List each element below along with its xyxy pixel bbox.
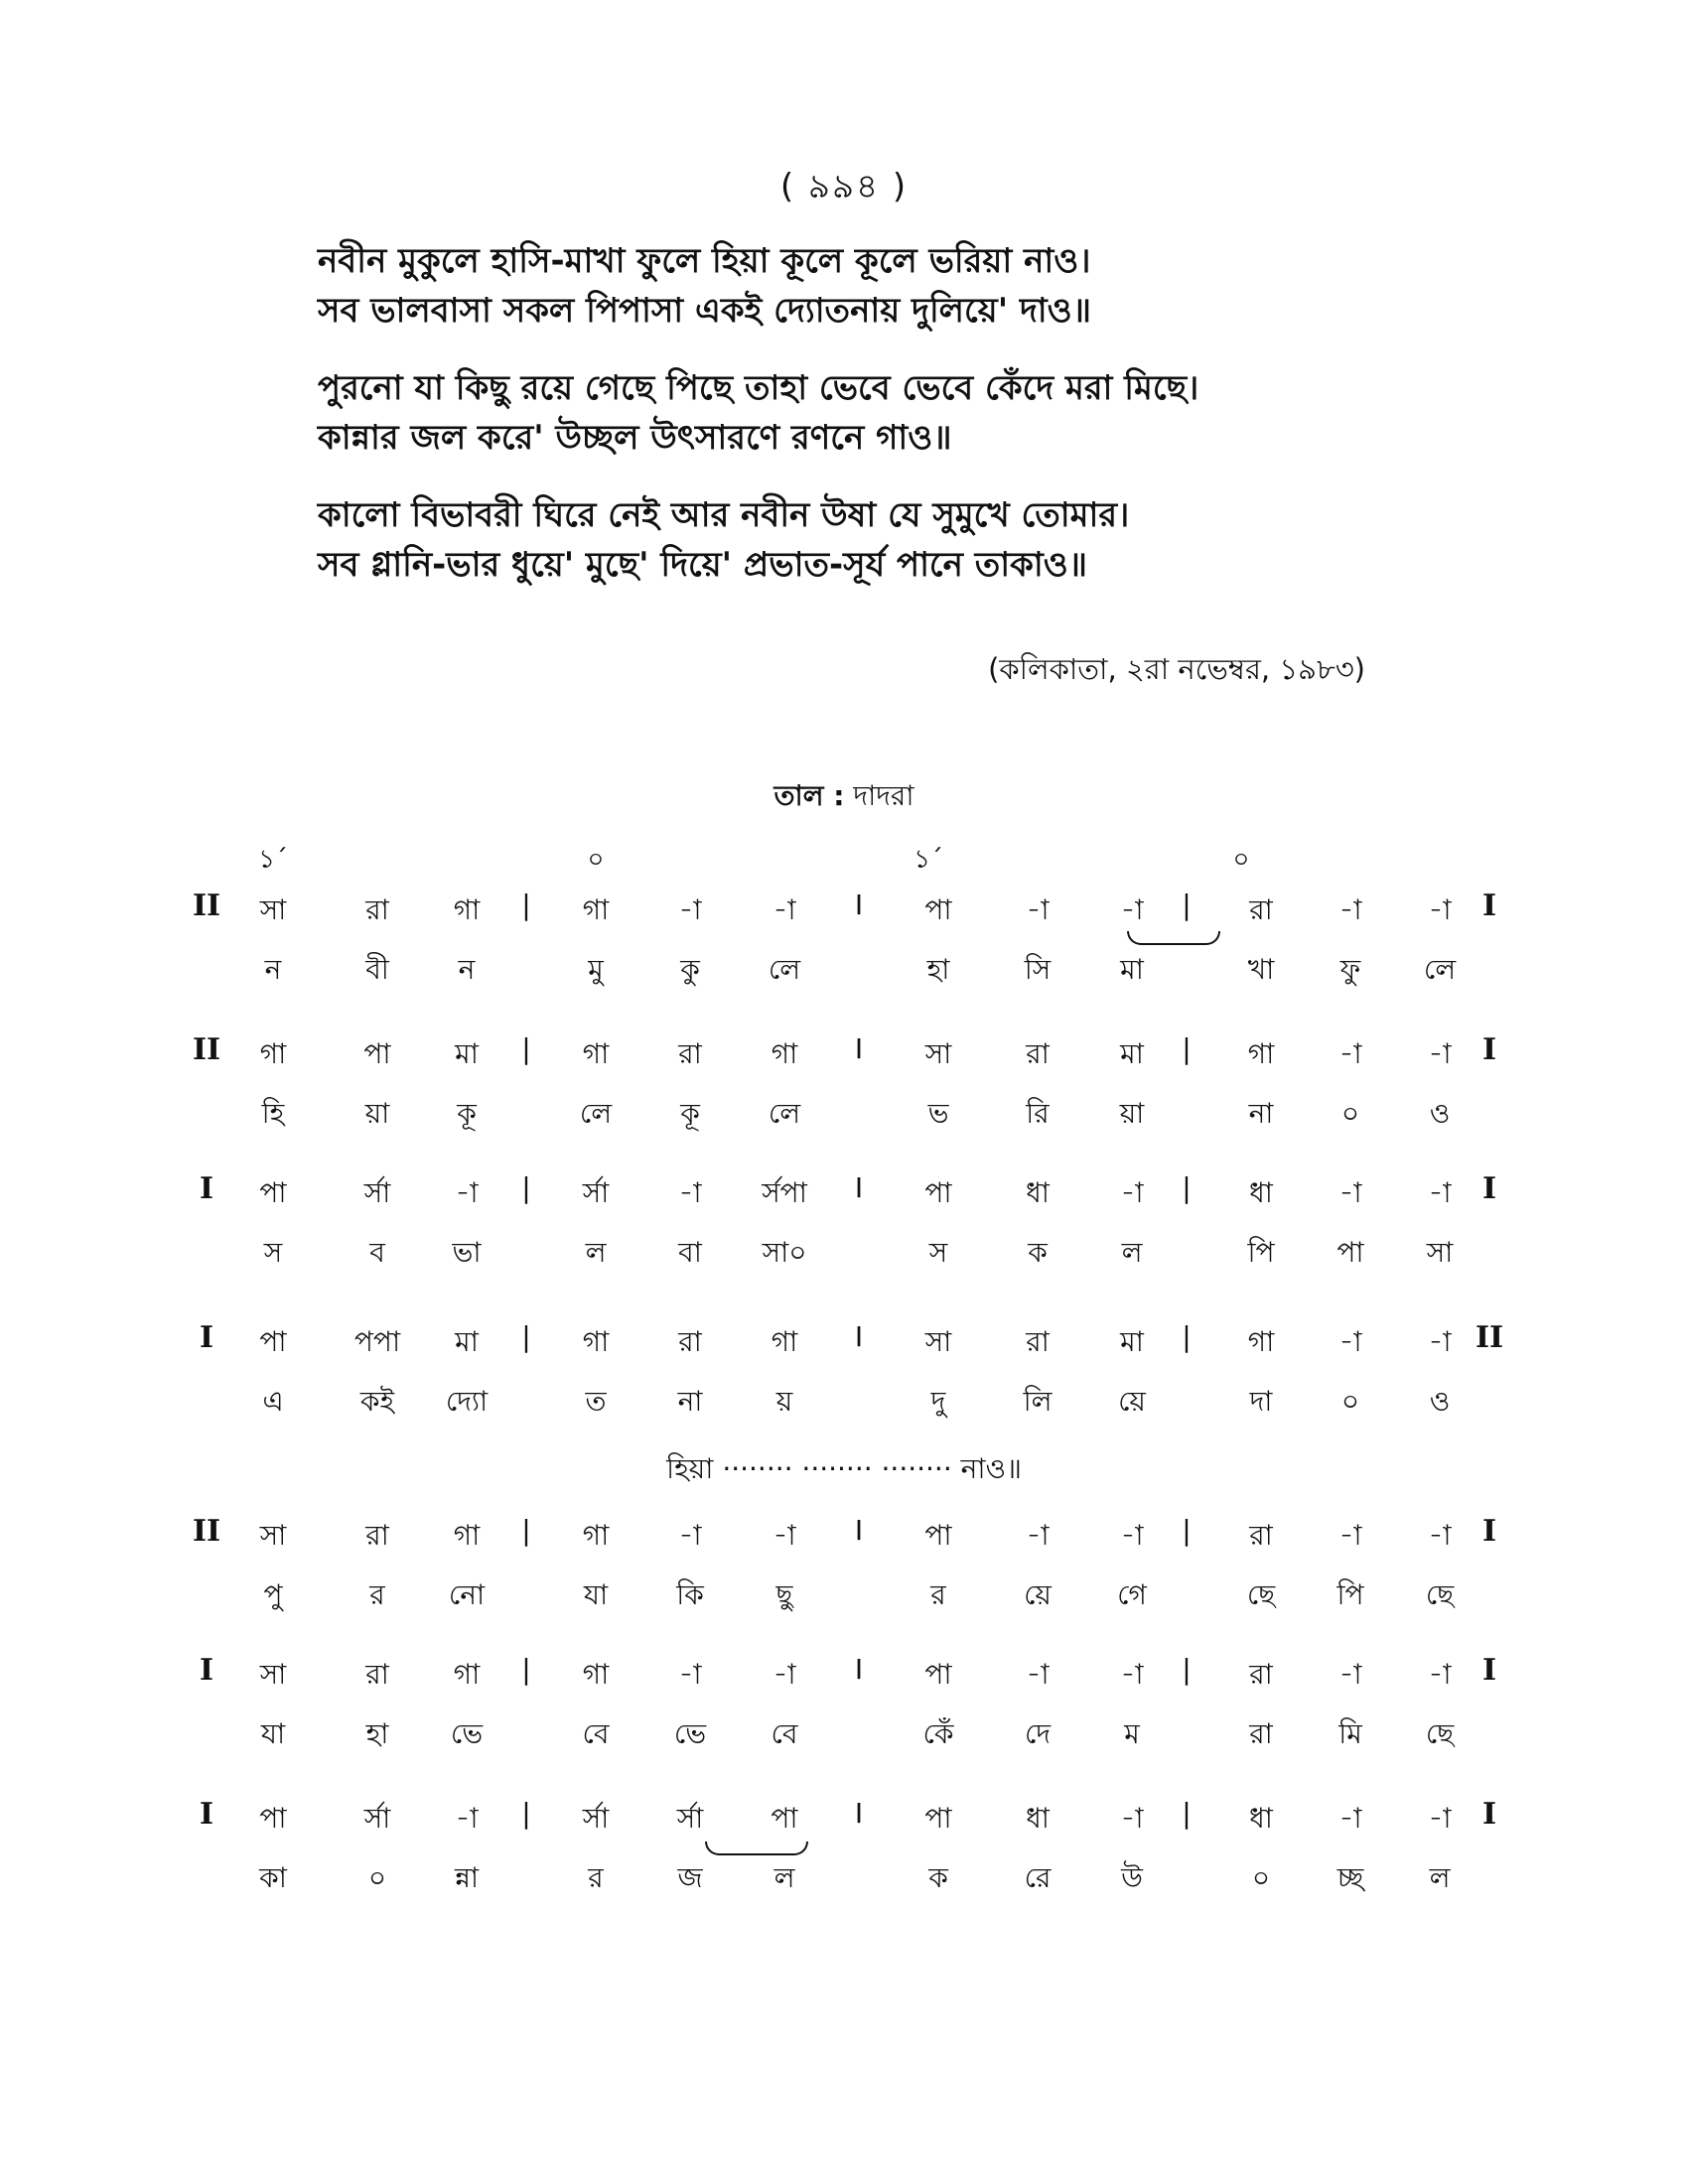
attribution: (কলিকাতা, ২রা নভেম্বর, ১৯৮৩) xyxy=(988,652,1365,686)
lyric-syllable-row xyxy=(0,1380,1688,1424)
swara-note: গা xyxy=(1247,1325,1275,1358)
lyric-syllable: ক xyxy=(928,1861,948,1894)
lyric-syllable: ও xyxy=(1429,1097,1451,1130)
swara-note: পা xyxy=(924,1176,952,1209)
lyric-syllable: পি xyxy=(1247,1236,1275,1269)
swara-note: পা xyxy=(924,893,952,926)
swara-note: গা xyxy=(582,1519,610,1552)
lyric-syllable: ম xyxy=(1124,1717,1140,1750)
lyric-syllable: ন xyxy=(264,953,282,986)
swara-note: রা xyxy=(365,1519,389,1552)
swara-note: -া xyxy=(1338,1325,1362,1358)
lyric-syllable: ব xyxy=(369,1236,385,1269)
swara-note: গা xyxy=(771,1037,798,1070)
swara-note: পা xyxy=(771,1802,798,1835)
swara-note: -া xyxy=(455,1176,479,1209)
lyric-syllable: ল xyxy=(1429,1861,1451,1894)
swara-note: গা xyxy=(259,1037,287,1070)
swara-note: সা xyxy=(259,893,287,926)
lyric-syllable: নো xyxy=(448,1578,486,1611)
swara-note: গা xyxy=(582,1325,610,1358)
swara-note: গা xyxy=(582,1658,610,1691)
lyric-syllable: পা xyxy=(1336,1236,1364,1269)
swara-note: -া xyxy=(678,893,702,926)
swara-note: রা xyxy=(1026,1325,1050,1358)
swara-note: পা xyxy=(924,1658,952,1691)
refrain-line: হিয়া ········ ········ ········ নাও॥ xyxy=(666,1452,1022,1485)
swara-note: ধা xyxy=(1249,1176,1273,1209)
lyric-syllable: রি xyxy=(1026,1097,1050,1130)
lyric-syllable: য়া xyxy=(1119,1097,1145,1130)
swara-row xyxy=(0,888,1688,932)
lyric-syllable: লে xyxy=(768,953,801,986)
bar-line-open: II xyxy=(192,1514,221,1549)
swara-note: রা xyxy=(1026,1037,1050,1070)
lyric-syllable: মু xyxy=(588,953,604,986)
lyric-syllable: ন xyxy=(458,953,476,986)
lyric-syllable: ল xyxy=(585,1236,607,1269)
swara-note: পা xyxy=(363,1037,391,1070)
beat-separator: I xyxy=(854,1797,864,1830)
lyric-syllable: ভে xyxy=(673,1717,707,1750)
bar-line-open: II xyxy=(192,888,221,923)
swara-note: মা xyxy=(1120,1037,1144,1070)
lyric-syllable: গে xyxy=(1117,1578,1147,1611)
lyric-syllable: ফু xyxy=(1339,953,1361,986)
swara-note: গা xyxy=(771,1325,798,1358)
swara-note: রা xyxy=(678,1325,702,1358)
lyric-syllable: ভ xyxy=(927,1097,949,1130)
swara-row xyxy=(0,1797,1688,1841)
lyric-syllable: হি xyxy=(261,1097,285,1130)
swara-row xyxy=(0,1032,1688,1076)
swara-note: পা xyxy=(259,1176,287,1209)
lyric-syllable: ০ xyxy=(1251,1861,1271,1894)
swara-note: সা xyxy=(259,1658,287,1691)
lyric-syllable: কু xyxy=(680,953,700,986)
swara-note: -া xyxy=(1428,1519,1452,1552)
swara-note: গা xyxy=(1247,1037,1275,1070)
lyric-syllable-row xyxy=(0,1856,1688,1900)
beat-marker: ১´ xyxy=(914,845,943,875)
beat-separator: I xyxy=(854,1320,864,1353)
lyric-syllable: না xyxy=(677,1385,703,1418)
beat-separator: I xyxy=(854,1032,864,1065)
swara-note: রা xyxy=(365,893,389,926)
swara-note: -া xyxy=(678,1658,702,1691)
beat-separator: I xyxy=(854,1514,864,1547)
lyric-syllable: স xyxy=(263,1236,283,1269)
lyric-syllable: না xyxy=(1248,1097,1274,1130)
lyric-syllable: সা xyxy=(1426,1236,1454,1269)
swara-row xyxy=(0,1514,1688,1558)
swara-note: গা xyxy=(453,1658,481,1691)
lyric-syllable: কা xyxy=(259,1861,287,1894)
bar-line-close: I xyxy=(1481,1797,1497,1832)
swara-note: র্সা xyxy=(363,1802,391,1835)
lyric-syllable: মি xyxy=(1338,1717,1362,1750)
swara-note: -া xyxy=(1428,1658,1452,1691)
bar-line-close: II xyxy=(1475,1320,1504,1355)
slur-arc xyxy=(1127,931,1220,945)
lyric-syllable: দা xyxy=(1249,1385,1273,1418)
lyric-syllable: বী xyxy=(365,953,389,986)
beat-separator: | xyxy=(1182,888,1192,921)
lyric-syllable: কি xyxy=(676,1578,704,1611)
swara-note: সা xyxy=(924,1037,952,1070)
lyric-syllable: ছে xyxy=(1425,1717,1455,1750)
lyric-syllable: দু xyxy=(930,1385,946,1418)
bar-line-open: I xyxy=(199,1171,214,1206)
swara-note: গা xyxy=(582,893,610,926)
swara-note: -া xyxy=(773,1519,796,1552)
lyric-syllable: এ xyxy=(262,1385,284,1418)
swara-note: র্সা xyxy=(582,1176,610,1209)
lyric-syllable: সা০ xyxy=(762,1236,807,1269)
lyric-syllable: বে xyxy=(771,1717,798,1750)
lyric-syllable: ০ xyxy=(1340,1385,1360,1418)
lyric-line: সব গ্লানি-ভার ধুয়ে' মুছে' দিয়ে' প্রভাত-সূর্য পানে তাকাও॥ xyxy=(318,545,1088,585)
bar-line-open: I xyxy=(199,1797,214,1832)
swara-note: -া xyxy=(1338,1658,1362,1691)
tala-name: দাদরা xyxy=(853,779,914,812)
lyric-syllable: মা xyxy=(1120,953,1144,986)
swara-note: পপা xyxy=(353,1325,401,1358)
lyric-syllable: ০ xyxy=(1340,1097,1360,1130)
beat-separator: | xyxy=(521,1320,531,1353)
beat-separator: | xyxy=(521,1797,531,1830)
lyric-syllable: বা xyxy=(678,1236,702,1269)
page-number: ( ৯৯৪ ) xyxy=(779,167,909,206)
lyric-syllable: চ্ছ xyxy=(1336,1861,1364,1894)
lyric-syllable: খা xyxy=(1247,953,1275,986)
lyric-syllable: ০ xyxy=(367,1861,387,1894)
swara-note: -া xyxy=(1026,1519,1050,1552)
swara-note: -া xyxy=(1120,1802,1144,1835)
swara-note: ধা xyxy=(1026,1176,1050,1209)
swara-note: সা xyxy=(259,1519,287,1552)
beat-separator: | xyxy=(1182,1171,1192,1204)
lyric-syllable: ন্না xyxy=(454,1861,480,1894)
slur-arc xyxy=(705,1842,808,1855)
swara-row xyxy=(0,1320,1688,1364)
beat-separator: I xyxy=(854,888,864,921)
lyric-syllable: দ্যো xyxy=(445,1385,489,1418)
swara-note: রা xyxy=(1249,1519,1273,1552)
beat-separator: | xyxy=(521,1171,531,1204)
lyric-syllable: উ xyxy=(1121,1861,1143,1894)
lyric-syllable: স xyxy=(928,1236,948,1269)
swara-note: -া xyxy=(1338,1802,1362,1835)
lyric-line: পুরনো যা কিছু রয়ে গেছে পিছে তাহা ভেবে ভেবে কেঁদে মরা মিছে। xyxy=(318,368,1199,408)
lyric-syllable-row xyxy=(0,1231,1688,1275)
swara-note: ধা xyxy=(1249,1802,1273,1835)
beat-separator: I xyxy=(854,1653,864,1686)
beat-separator: | xyxy=(1182,1514,1192,1547)
tala-title: তাল : xyxy=(774,779,845,812)
lyric-syllable: দে xyxy=(1024,1717,1052,1750)
lyric-line: নবীন মুকুলে হাসি-মাখা ফুলে হিয়া কূলে কূলে ভরিয়া নাও। xyxy=(318,241,1091,281)
beat-marker: ০ xyxy=(1232,845,1250,875)
swara-note: -া xyxy=(678,1519,702,1552)
swara-note: -া xyxy=(1026,893,1050,926)
bar-line-open: I xyxy=(199,1320,214,1355)
lyric-syllable: ক xyxy=(1028,1236,1048,1269)
lyric-syllable: য়ে xyxy=(1118,1385,1146,1418)
lyric-syllable-row xyxy=(0,1712,1688,1756)
lyric-syllable: ছু xyxy=(775,1578,793,1611)
bar-line-open: II xyxy=(192,1032,221,1067)
lyric-syllable-row xyxy=(0,1092,1688,1136)
swara-note: -া xyxy=(1338,1176,1362,1209)
lyric-syllable: কেঁ xyxy=(922,1717,954,1750)
beat-marker: ১´ xyxy=(258,845,288,875)
swara-note: -া xyxy=(1120,1658,1144,1691)
lyric-syllable: ল xyxy=(774,1861,795,1894)
lyric-syllable: ছে xyxy=(1425,1578,1455,1611)
lyric-syllable: কূ xyxy=(680,1097,700,1130)
beat-separator: | xyxy=(521,1653,531,1686)
lyric-syllable-row xyxy=(0,1573,1688,1617)
swara-note: পা xyxy=(259,1325,287,1358)
swara-note: -া xyxy=(1026,1658,1050,1691)
swara-note: -া xyxy=(1428,893,1452,926)
swara-note: সা xyxy=(924,1325,952,1358)
stanza xyxy=(318,236,1410,336)
swara-note: রা xyxy=(1249,893,1273,926)
beat-markers xyxy=(0,839,1688,879)
swara-note: -া xyxy=(773,893,796,926)
beat-separator: | xyxy=(521,1514,531,1547)
swara-note: র্সপা xyxy=(762,1176,807,1209)
beat-separator: | xyxy=(1182,1797,1192,1830)
lyric-syllable: কূ xyxy=(457,1097,477,1130)
lyrics-block xyxy=(318,236,1410,617)
bar-line-close: I xyxy=(1481,1171,1497,1206)
lyric-syllable: পু xyxy=(263,1578,283,1611)
beat-separator: | xyxy=(1182,1653,1192,1686)
swara-note: গা xyxy=(453,893,481,926)
lyric-syllable: ভা xyxy=(452,1236,482,1269)
tala-label xyxy=(0,774,1688,821)
swara-note: -া xyxy=(1428,1176,1452,1209)
swara-note: র্সা xyxy=(582,1802,610,1835)
lyric-syllable: ছে xyxy=(1246,1578,1276,1611)
swara-note: -া xyxy=(1428,1802,1452,1835)
swara-note: ধা xyxy=(1026,1802,1050,1835)
lyric-line: সব ভালবাসা সকল পিপাসা একই দ্যোতনায় দুলিয়ে' দাও॥ xyxy=(318,291,1091,331)
swara-note: রা xyxy=(678,1037,702,1070)
swara-note: পা xyxy=(259,1802,287,1835)
swara-row xyxy=(0,1653,1688,1697)
lyric-syllable: য়া xyxy=(364,1097,390,1130)
beat-separator: | xyxy=(521,1032,531,1065)
swara-note: পা xyxy=(924,1802,952,1835)
lyric-syllable: জ xyxy=(677,1861,703,1894)
lyric-syllable: যা xyxy=(260,1717,286,1750)
lyric-syllable: র xyxy=(930,1578,946,1611)
beat-separator: | xyxy=(1182,1320,1192,1353)
lyric-syllable: ভে xyxy=(450,1717,484,1750)
lyric-syllable: রা xyxy=(1249,1717,1273,1750)
lyric-syllable: রে xyxy=(1024,1861,1052,1894)
swara-note: -া xyxy=(1338,1519,1362,1552)
swara-note: পা xyxy=(924,1519,952,1552)
beat-marker: ০ xyxy=(587,845,605,875)
beat-separator: | xyxy=(1182,1032,1192,1065)
bar-line-close: I xyxy=(1481,1032,1497,1067)
lyric-syllable: ও xyxy=(1429,1385,1451,1418)
lyric-syllable: র xyxy=(369,1578,385,1611)
lyric-syllable: লে xyxy=(579,1097,613,1130)
lyric-syllable-row xyxy=(0,948,1688,992)
stanza xyxy=(318,363,1410,463)
lyric-syllable: বে xyxy=(582,1717,610,1750)
lyric-syllable: য় xyxy=(775,1385,793,1418)
swara-note: -া xyxy=(773,1658,796,1691)
swara-note: র্সা xyxy=(363,1176,391,1209)
swara-note: -া xyxy=(1120,893,1144,926)
bar-line-close: I xyxy=(1481,1514,1497,1549)
beat-separator: | xyxy=(521,888,531,921)
swara-row xyxy=(0,1171,1688,1215)
swara-note: রা xyxy=(1249,1658,1273,1691)
stanza xyxy=(318,490,1410,590)
swara-note: -া xyxy=(1120,1519,1144,1552)
swara-note: -া xyxy=(1120,1176,1144,1209)
lyric-syllable: কই xyxy=(359,1385,395,1418)
swara-note: -া xyxy=(1428,1037,1452,1070)
swara-note: মা xyxy=(455,1037,479,1070)
lyric-syllable: লে xyxy=(768,1097,801,1130)
swara-note: -া xyxy=(1428,1325,1452,1358)
bar-line-open: I xyxy=(199,1653,214,1688)
bar-line-close: I xyxy=(1481,1653,1497,1688)
lyric-syllable: ল xyxy=(1121,1236,1143,1269)
lyric-syllable: র xyxy=(588,1861,604,1894)
lyric-syllable: সি xyxy=(1024,953,1052,986)
lyric-syllable: হা xyxy=(365,1717,389,1750)
lyric-syllable: হা xyxy=(926,953,950,986)
lyric-syllable: লে xyxy=(1423,953,1457,986)
swara-note: -া xyxy=(678,1176,702,1209)
swara-note: রা xyxy=(365,1658,389,1691)
lyric-syllable: যা xyxy=(583,1578,609,1611)
swara-note: মা xyxy=(455,1325,479,1358)
swara-note: -া xyxy=(1338,1037,1362,1070)
swara-note: গা xyxy=(582,1037,610,1070)
swara-note: -া xyxy=(455,1802,479,1835)
lyric-line: কালো বিভাবরী ঘিরে নেই আর নবীন উষা যে সুমুখে তোমার। xyxy=(318,495,1130,535)
lyric-syllable: ত xyxy=(585,1385,607,1418)
lyric-syllable: পি xyxy=(1336,1578,1364,1611)
lyric-syllable: লি xyxy=(1023,1385,1053,1418)
bar-line-close: I xyxy=(1481,888,1497,923)
lyric-line: কান্নার জল করে' উচ্ছল উৎসারণে রণনে গাও॥ xyxy=(318,418,952,458)
beat-separator: I xyxy=(854,1171,864,1204)
swara-note: -া xyxy=(1338,893,1362,926)
swara-note: র্সা xyxy=(676,1802,704,1835)
swara-note: গা xyxy=(453,1519,481,1552)
lyric-syllable: য়ে xyxy=(1024,1578,1052,1611)
swara-note: মা xyxy=(1120,1325,1144,1358)
